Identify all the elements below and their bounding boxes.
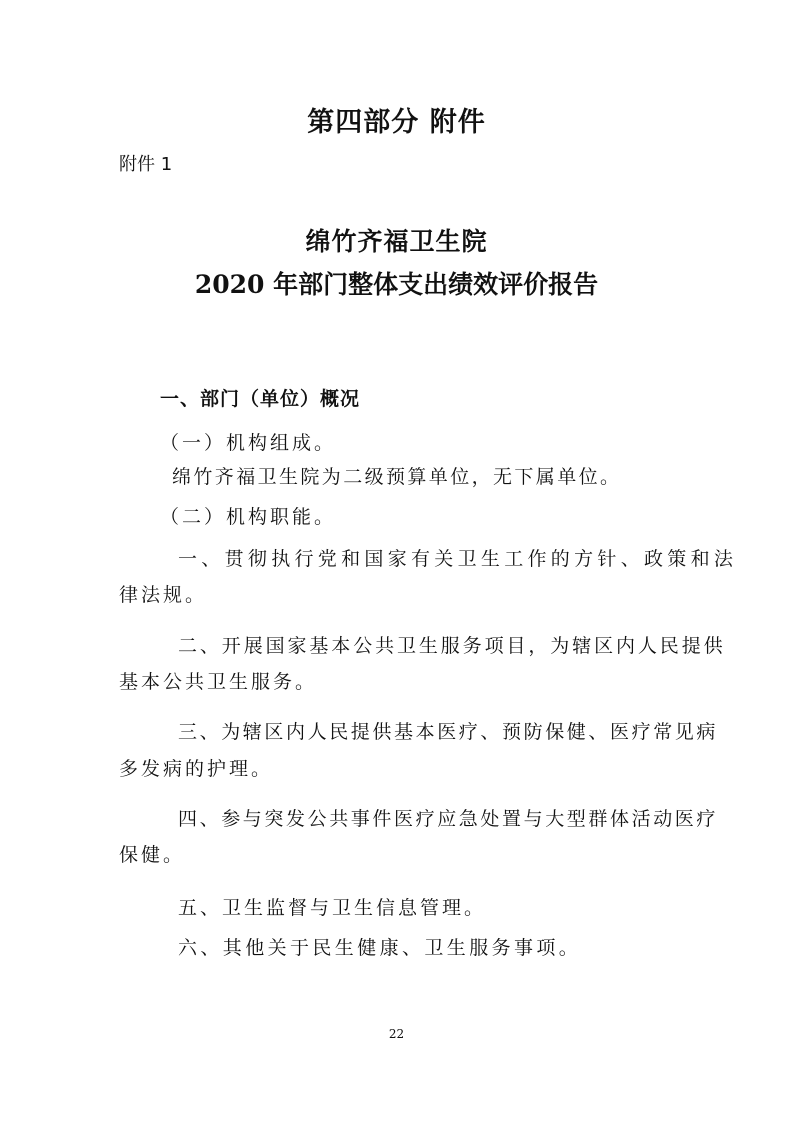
section-heading: 一、部门（单位）概况 — [160, 388, 361, 410]
subsection-heading-organization: （一）机构组成。 — [160, 432, 337, 454]
duty-paragraph-line: 二、开展国家基本公共卫生服务项目，为辖区内人民提供 — [178, 635, 726, 657]
organization-text: 绵竹齐福卫生院为二级预算单位，无下属单位。 — [172, 466, 622, 488]
report-title-line1: 绵竹齐福卫生院 — [305, 227, 488, 256]
duty-paragraph-line: 一、贯彻执行党和国家有关卫生工作的方针、政策和法 — [178, 548, 738, 570]
attachment-label: 附件 1 — [119, 154, 173, 175]
page-number: 22 — [388, 1027, 405, 1041]
duty-paragraph-line: 六、其他关于民生健康、卫生服务事项。 — [178, 937, 582, 959]
report-title-line2: 2020 年部门整体支出绩效评价报告 — [194, 270, 599, 299]
duty-paragraph-line: 基本公共卫生服务。 — [119, 671, 318, 693]
duty-paragraph-line: 四、参与突发公共事件医疗应急处置与大型群体活动医疗 — [178, 808, 719, 830]
duty-paragraph-line: 保健。 — [119, 844, 186, 866]
duty-paragraph-line: 五、卫生监督与卫生信息管理。 — [178, 897, 487, 919]
part-title: 第四部分 附件 — [307, 107, 486, 138]
duty-paragraph-line: 三、为辖区内人民提供基本医疗、预防保健、医疗常见病 — [178, 721, 719, 743]
duty-paragraph-line: 多发病的护理。 — [119, 758, 274, 780]
subsection-heading-functions: （二）机构职能。 — [160, 506, 337, 528]
duty-paragraph-line: 律法规。 — [119, 584, 208, 606]
